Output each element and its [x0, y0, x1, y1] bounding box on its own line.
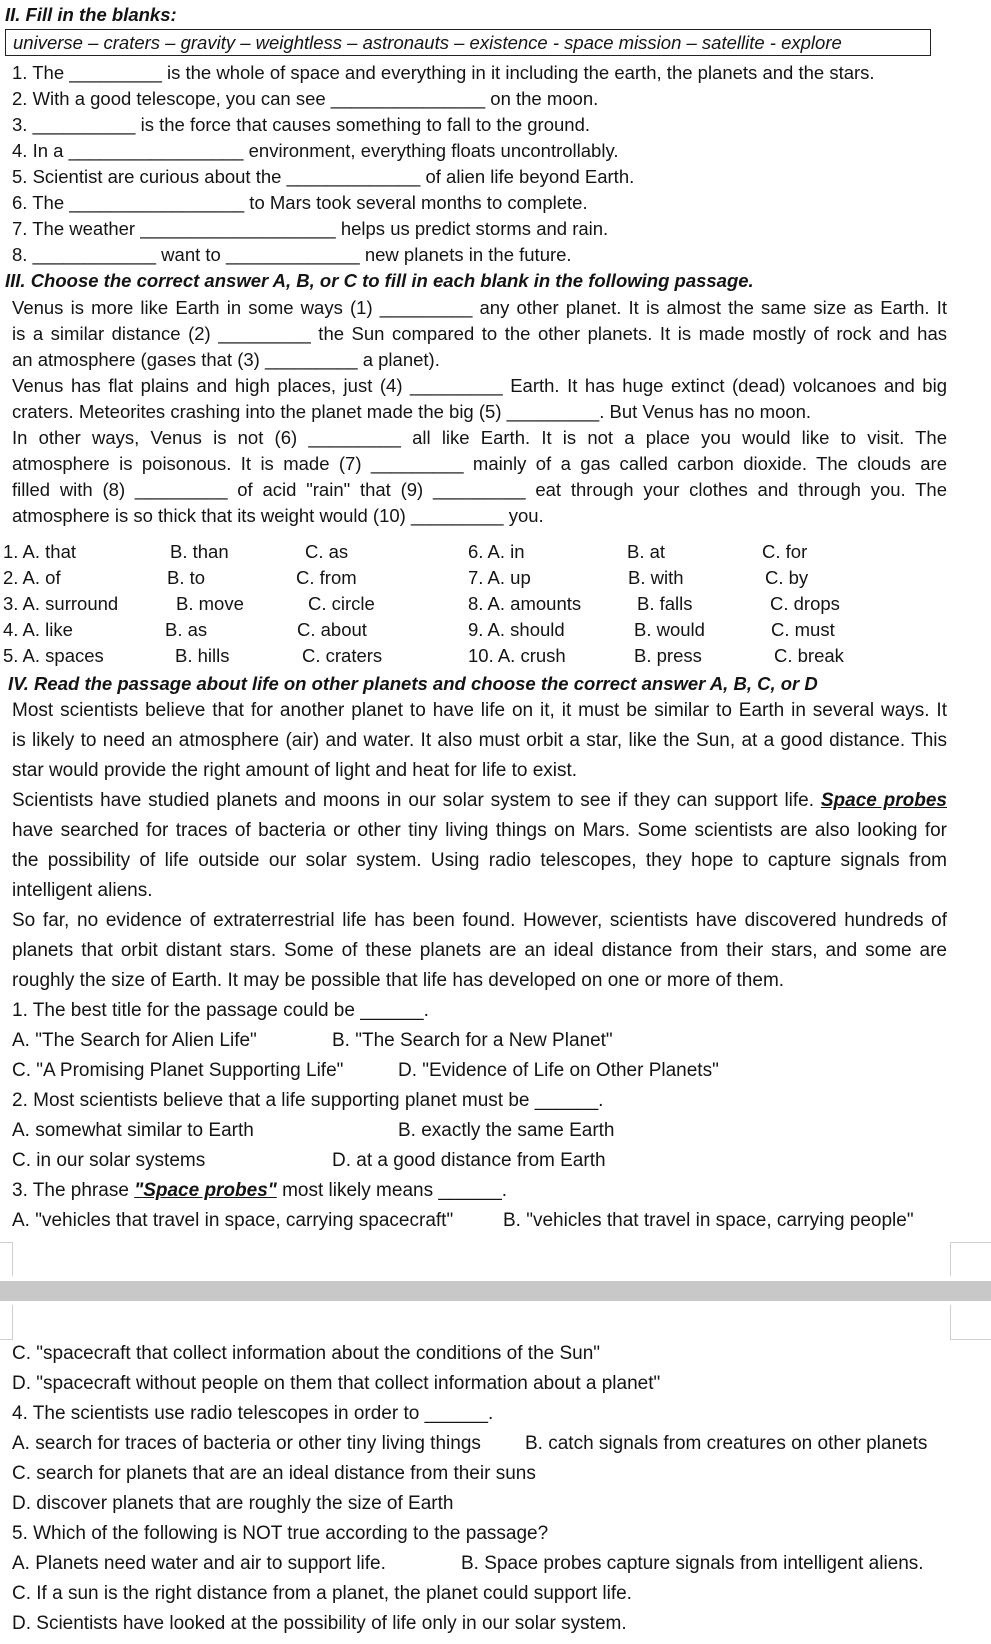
venus-passage-line: is a similar distance (2) _________ the Sun compared to the other planets. It is made mostly of rock and has [12, 323, 947, 344]
venus-passage-line: atmosphere is poisonous. It is made (7) _________ mainly of a gas called carbon dioxide. The clouds are [12, 453, 947, 474]
question-3-option-b: B. "vehicles that travel in space, carrying people" [503, 1210, 914, 1231]
option-10a: 10. A. crush [468, 645, 566, 666]
reading-line [12, 786, 947, 816]
question-3-option-d: D. "spacecraft without people on them that collect information about a planet" [12, 1373, 661, 1394]
page-corner-mark [0, 1242, 13, 1276]
question-1-option-a: A. "The Search for Alien Life" [12, 1030, 257, 1051]
fill-item-6: 6. The _________________ to Mars took several months to complete. [12, 192, 588, 213]
question-3 [12, 1176, 507, 1206]
fill-item-4: 4. In a _________________ environment, everything floats uncontrollably. [12, 140, 619, 161]
section-4-heading: IV. Read the passage about life on other planets and choose the correct answer A, B, C, or D [8, 673, 818, 694]
question-2-option-a: A. somewhat similar to Earth [12, 1120, 254, 1141]
option-1a: 1. A. that [3, 541, 77, 562]
option-5a: 5. A. spaces [3, 645, 104, 666]
option-3a: 3. A. surround [3, 593, 119, 614]
option-1b: B. than [170, 541, 229, 562]
question-3-text: 3. The phrase [12, 1180, 135, 1201]
option-3b: B. move [176, 593, 244, 614]
question-5-option-c: C. If a sun is the right distance from a planet, the planet could support life. [12, 1583, 632, 1604]
option-4c: C. about [297, 619, 367, 640]
venus-passage-line: Venus is more like Earth in some ways (1) _________ any other planet. It is almost the same size as Earth. It [12, 297, 947, 318]
fill-item-1: 1. The _________ is the whole of space and everything in it including the earth, the planets and the stars. [12, 62, 875, 83]
option-9a: 9. A. should [468, 619, 565, 640]
reading-line: star would provide the right amount of light and heat for life to exist. [12, 760, 578, 781]
option-10c: C. break [774, 645, 844, 666]
word-bank-box: universe – craters – gravity – weightless – astronauts – existence - space mission – satellite - explore [5, 29, 931, 56]
reading-line: planets that orbit distant stars. Some of these planets are an ideal distance from their stars, and some are [12, 940, 947, 961]
option-8a: 8. A. amounts [468, 593, 582, 614]
question-1: 1. The best title for the passage could be ______. [12, 1000, 429, 1021]
fill-item-8: 8. ____________ want to _____________ new planets in the future. [12, 244, 572, 265]
option-4a: 4. A. like [3, 619, 73, 640]
venus-passage-line: an atmosphere (gases that (3) _________ a planet). [12, 349, 440, 370]
page-corner-mark [0, 1305, 13, 1340]
option-2b: B. to [167, 567, 206, 588]
option-9c: C. must [771, 619, 835, 640]
question-4-option-c: C. search for planets that are an ideal distance from their suns [12, 1463, 536, 1484]
question-4: 4. The scientists use radio telescopes in order to ______. [12, 1403, 494, 1424]
reading-line: is likely to need an atmosphere (air) and water. It also must orbit a star, like the Sun, at a good distance. This [12, 730, 947, 751]
option-6c: C. for [762, 541, 808, 562]
venus-passage-line: filled with (8) _________ of acid "rain" that (9) _________ eat through your clothes and through you. The [12, 479, 947, 500]
question-2-option-d: D. at a good distance from Earth [332, 1150, 606, 1171]
option-8c: C. drops [770, 593, 840, 614]
option-7c: C. by [765, 567, 809, 588]
fill-item-3: 3. __________ is the force that causes something to fall to the ground. [12, 114, 590, 135]
reading-line: the possibility of life outside our solar system. Using radio telescopes, they hope to capture signals from [12, 850, 947, 871]
option-5b: B. hills [175, 645, 230, 666]
question-3-text-end: most likely means ______. [276, 1180, 508, 1201]
question-5-option-b: B. Space probes capture signals from intelligent aliens. [461, 1553, 924, 1574]
reading-line: Most scientists believe that for another planet to have life on it, it must be similar to Earth in several ways. It [12, 700, 947, 721]
option-7b: B. with [628, 567, 684, 588]
reading-line: roughly the size of Earth. It may be possible that life has developed on one or more of them. [12, 970, 785, 991]
question-1-option-b: B. "The Search for a New Planet" [332, 1030, 613, 1051]
option-10b: B. press [634, 645, 702, 666]
question-4-option-a: A. search for traces of bacteria or other tiny living things [12, 1433, 481, 1454]
question-5-option-a: A. Planets need water and air to support life. [12, 1553, 386, 1574]
question-2: 2. Most scientists believe that a life supporting planet must be ______. [12, 1090, 604, 1111]
question-5-option-d: D. Scientists have looked at the possibility of life only in our solar system. [12, 1613, 627, 1634]
fill-item-7: 7. The weather ___________________ helps us predict storms and rain. [12, 218, 609, 239]
question-1-option-c: C. "A Promising Planet Supporting Life" [12, 1060, 344, 1081]
venus-passage-line: In other ways, Venus is not (6) _________ all like Earth. It is not a place you would like to visit. The [12, 427, 947, 448]
question-3-option-c: C. "spacecraft that collect information about the conditions of the Sun" [12, 1343, 601, 1364]
section-3-heading: III. Choose the correct answer A, B, or C to fill in each blank in the following passage. [5, 270, 754, 291]
reading-line: intelligent aliens. [12, 880, 153, 901]
venus-passage-line: atmosphere is so thick that its weight would (10) _________ you. [12, 505, 544, 526]
option-2c: C. from [296, 567, 357, 588]
reading-line: So far, no evidence of extraterrestrial life has been found. However, scientists have discovered hundreds of [12, 910, 947, 931]
option-9b: B. would [634, 619, 705, 640]
option-4b: B. as [165, 619, 208, 640]
option-2a: 2. A. of [3, 567, 61, 588]
question-1-option-d: D. "Evidence of Life on Other Planets" [398, 1060, 719, 1081]
space-probes-term: Space probes [820, 790, 947, 811]
reading-line: have searched for traces of bacteria or other tiny living things on Mars. Some scientists are also looking for [12, 820, 947, 841]
question-5: 5. Which of the following is NOT true according to the passage? [12, 1523, 549, 1544]
question-3-option-a: A. "vehicles that travel in space, carrying spacecraft" [12, 1210, 454, 1231]
option-8b: B. falls [637, 593, 693, 614]
question-2-option-c: C. in our solar systems [12, 1150, 206, 1171]
question-4-option-d: D. discover planets that are roughly the size of Earth [12, 1493, 454, 1514]
page-break-bar [0, 1281, 991, 1301]
option-5c: C. craters [302, 645, 383, 666]
space-probes-phrase: "Space probes" [134, 1180, 277, 1201]
option-3c: C. circle [308, 593, 375, 614]
reading-text: Scientists have studied planets and moons in our solar system to see if they can support life. [12, 790, 815, 811]
page-corner-mark [950, 1242, 991, 1276]
option-6b: B. at [627, 541, 666, 562]
page-corner-mark [950, 1305, 991, 1340]
option-6a: 6. A. in [468, 541, 525, 562]
option-1c: C. as [305, 541, 349, 562]
section-2-heading: II. Fill in the blanks: [5, 4, 177, 25]
fill-item-2: 2. With a good telescope, you can see _______________ on the moon. [12, 88, 599, 109]
option-7a: 7. A. up [468, 567, 531, 588]
question-2-option-b: B. exactly the same Earth [398, 1120, 615, 1141]
fill-item-5: 5. Scientist are curious about the _____________ of alien life beyond Earth. [12, 166, 635, 187]
venus-passage-line: craters. Meteorites crashing into the planet made the big (5) _________. But Venus has no moon. [12, 401, 812, 422]
question-4-option-b: B. catch signals from creatures on other planets [525, 1433, 928, 1454]
venus-passage-line: Venus has flat plains and high places, just (4) _________ Earth. It has huge extinct (dead) volcanoes and big [12, 375, 947, 396]
